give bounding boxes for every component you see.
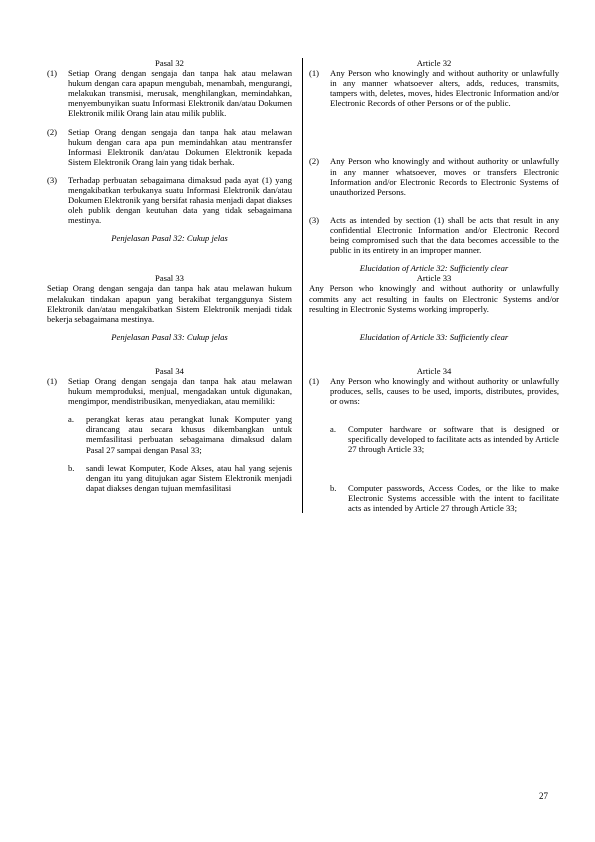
document-page xyxy=(47,58,558,513)
article-34-sub-b xyxy=(330,483,559,513)
item-number: (3) xyxy=(309,214,320,225)
item-text: Any Person who knowingly and without authority or unlawfully produces, sells, causes to be used, imports, distributes, provides, or owns: xyxy=(330,375,559,407)
pasal-33-text: Setiap Orang dengan sengaja dan tanpa hak atau melawan hukum melakukan tindakan apapun yang berakibat terganggunya Sistem Elektronik dan/atau mengakibatkan Sistem Elektronik menjadi tidak bekerja sebagaimana mestinya. xyxy=(47,283,292,324)
article-32-indonesian xyxy=(47,58,303,273)
item-text: Any Person who knowingly and without authority or unlawfully in any manner whatsoever, moves or transfers Electronic Information and/or Electronic Records to Electronic Systems of unauthorized Persons. xyxy=(330,156,559,197)
article-33-english xyxy=(303,273,559,366)
sub-text: sandi lewat Komputer, Kode Akses, atau hal yang sejenis dengan itu yang ditujukan agar Sistem Elektronik menjadi dapat diakses dengan tujuan memfasilitasi xyxy=(86,462,292,493)
article-34-sub-a xyxy=(330,424,559,454)
item-number: (1) xyxy=(309,68,320,79)
article-33-section xyxy=(47,273,558,366)
article-33-elucidation: Elucidation of Article 33: Sufficiently clear xyxy=(359,331,509,342)
sub-text: perangkat keras atau perangkat lunak Komputer yang dirancang atau secara khusus dikembangkan untuk memfasilitasi perbuatan sebagaimana dimaksud dalam Pasal 27 sampai dengan Pasal 33; xyxy=(86,414,292,455)
pasal-34-sub-a xyxy=(68,414,292,454)
item-number: (1) xyxy=(47,68,58,79)
pasal-34-sub-b xyxy=(68,463,292,493)
pasal-34-heading: Pasal 34 xyxy=(155,365,184,376)
article-34-item-1 xyxy=(309,376,559,406)
page-number: 27 xyxy=(539,791,548,801)
pasal-32-heading: Pasal 32 xyxy=(155,58,184,68)
article-33-heading: Article 33 xyxy=(416,273,452,284)
article-34-english xyxy=(303,366,559,513)
article-34-section xyxy=(47,366,558,513)
article-32-elucidation: Elucidation of Article 32: Sufficiently clear xyxy=(359,263,509,274)
pasal-32-item-2 xyxy=(47,127,292,167)
article-32-section xyxy=(47,58,558,273)
article-32-item-1 xyxy=(309,68,559,108)
article-33-indonesian xyxy=(47,273,303,366)
pasal-33-elucidation: Penjelasan Pasal 33: Cukup jelas xyxy=(111,331,228,342)
item-text: Any Person who knowingly and without authority or unlawfully in any manner whatsoever alters, adds, reduces, transmits, tampers with, deletes, moves, hides Electronic Information and/or Electronic Records of other Persons or of the public. xyxy=(330,68,559,109)
pasal-33-heading: Pasal 33 xyxy=(155,273,184,284)
sub-letter: b. xyxy=(68,462,75,473)
item-text: Terhadap perbuatan sebagaimana dimaksud pada ayat (1) yang mengakibatkan terbukanya suatu Informasi Elektronik dan/atau Dokumen Elektronik yang bersifat rahasia menjadi dapat diakses oleh publik dengan keutuhan data yang tidak sebagaimana mestinya. xyxy=(68,174,292,226)
item-text: Setiap Orang dengan sengaja dan tanpa hak atau melawan hukum dengan cara apapun mengubah, menambah, mengurangi, melakukan transmisi, merusak, menghilangkan, memindahkan, menyembunyikan suatu Informasi Elektronik dan/atau Dokumen Elektronik milik Orang lain atau milik publik. xyxy=(68,68,292,119)
sub-letter: a. xyxy=(330,424,336,435)
sub-text: Computer hardware or software that is designed or specifically developed to facilitate acts as intended by Article 27 through Article 33; xyxy=(348,424,559,455)
sub-letter: b. xyxy=(330,482,337,493)
sub-text: Computer passwords, Access Codes, or the like to make Electronic Systems accessible with the intent to facilitate acts as intended by Article 27 through Article 33; xyxy=(348,482,559,513)
item-text: Setiap Orang dengan sengaja dan tanpa hak atau melawan hukum memproduksi, menjual, mengadakan untuk digunakan, mengimpor, mendistribusikan, menyediakan, atau memiliki: xyxy=(68,375,292,407)
pasal-32-item-3 xyxy=(47,175,292,225)
item-number: (2) xyxy=(47,126,58,137)
article-34-heading: Article 34 xyxy=(416,365,452,376)
article-34-indonesian xyxy=(47,366,303,513)
item-number: (3) xyxy=(47,174,58,185)
article-33-text: Any Person who knowingly and without authority or unlawfully commits any act resulting in faults on Electronic Systems and/or resulting in Electronic Systems working improperly. xyxy=(309,283,559,314)
pasal-34-item-1 xyxy=(47,376,292,406)
pasal-32-elucidation: Penjelasan Pasal 32: Cukup jelas xyxy=(111,233,228,244)
item-number: (1) xyxy=(309,375,320,386)
item-text: Setiap Orang dengan sengaja dan tanpa hak atau melawan hukum dengan cara apa pun memindahkan atau mentransfer Informasi Elektronik dan/atau Dokumen Elektronik kepada Sistem Elektronik Orang lain yang tidak berhak. xyxy=(68,126,292,167)
pasal-32-item-1 xyxy=(47,68,292,118)
item-number: (2) xyxy=(309,156,320,167)
article-32-item-2 xyxy=(309,156,559,196)
article-32-heading: Article 32 xyxy=(416,58,452,68)
item-text: Acts as intended by section (1) shall be acts that result in any confidential Electronic Information and/or Electronic Record being compromised such that the data becomes accessible to the public in its entirety in an improper manner. xyxy=(330,214,559,256)
article-32-english xyxy=(303,58,559,273)
item-number: (1) xyxy=(47,375,58,386)
article-32-item-3 xyxy=(309,215,559,255)
sub-letter: a. xyxy=(68,414,74,425)
